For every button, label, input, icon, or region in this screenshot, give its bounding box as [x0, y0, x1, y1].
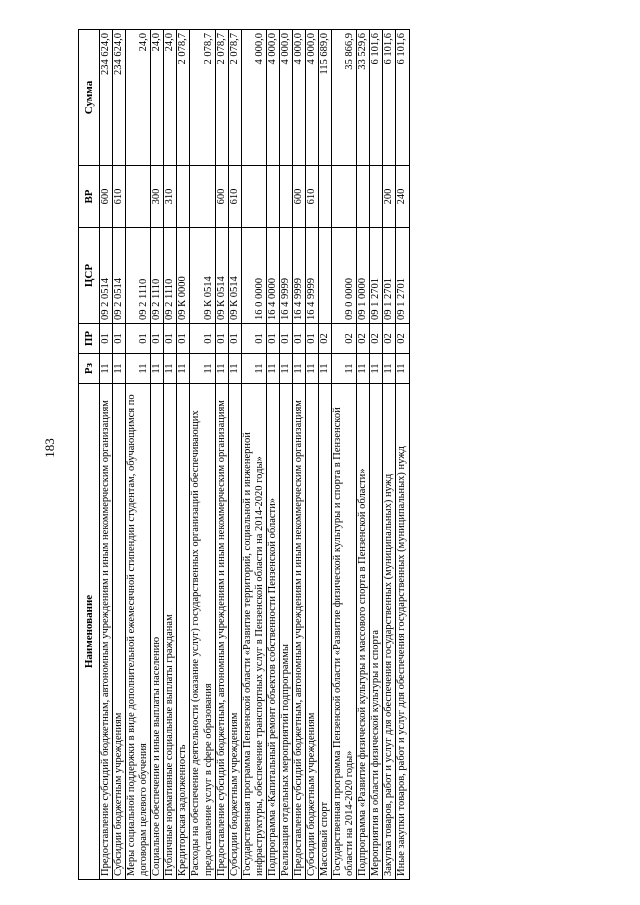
row-pr-cell: 02 [332, 324, 357, 354]
row-sum-cell: 35 866,9 [332, 30, 357, 166]
row-name-cell: Мероприятия в области физической культуры и спорта [370, 384, 383, 880]
row-sum-cell: 2 078,7 [190, 30, 215, 166]
header-vr: ВР [79, 166, 100, 228]
row-csr-cell: 16 4 9999 [306, 228, 319, 324]
row-csr-cell: 16 4 9999 [279, 228, 292, 324]
row-sum-cell: 33 529,6 [357, 30, 370, 166]
table-row [357, 30, 370, 880]
row-vr-cell [126, 166, 151, 228]
row-pr-cell: 02 [370, 324, 383, 354]
table-row [228, 30, 241, 880]
row-vr-cell [357, 166, 370, 228]
row-name-cell: Подпрограмма «Развитие физической культуры и массового спорта в Пензенской области» [357, 384, 370, 880]
row-pr-cell: 01 [100, 324, 113, 354]
table-row [215, 30, 228, 880]
row-vr-cell: 240 [396, 166, 409, 228]
table-row [279, 30, 292, 880]
row-pr-cell: 01 [177, 324, 190, 354]
row-rz-cell: 11 [241, 354, 266, 384]
table-row [151, 30, 164, 880]
row-csr-cell: 16 4 9999 [292, 228, 305, 324]
row-name-cell: Подпрограмма «Капитальный ремонт объектов собственности Пензенской области» [266, 384, 279, 880]
row-csr-cell: 09 1 2701 [370, 228, 383, 324]
row-sum-cell: 6 101,6 [396, 30, 409, 166]
row-name-cell: Расходы на обеспечение деятельности (оказание услуг) государственных организаций обеспечивающих предоставление услуг в сфере образования [190, 384, 215, 880]
row-csr-cell: 09 0 0000 [332, 228, 357, 324]
row-rz-cell: 11 [164, 354, 177, 384]
row-sum-cell: 24,0 [126, 30, 151, 166]
row-rz-cell: 11 [126, 354, 151, 384]
row-name-cell: Предоставление субсидий бюджетным, автономным учреждениям и иным некоммерческим организациям [292, 384, 305, 880]
row-rz-cell: 11 [215, 354, 228, 384]
row-name-cell: Предоставление субсидий бюджетным, автономным учреждениям и иным некоммерческим организациям [100, 384, 113, 880]
row-pr-cell: 01 [151, 324, 164, 354]
row-vr-cell: 600 [100, 166, 113, 228]
row-csr-cell: 09 К 0514 [190, 228, 215, 324]
row-pr-cell: 01 [228, 324, 241, 354]
row-name-cell: Закупка товаров, работ и услуг для обеспечения государственных (муниципальных) нужд [383, 384, 396, 880]
row-pr-cell: 02 [383, 324, 396, 354]
row-sum-cell: 4 000,0 [306, 30, 319, 166]
row-rz-cell: 11 [279, 354, 292, 384]
row-sum-cell: 6 101,6 [370, 30, 383, 166]
row-name-cell: Субсидии бюджетным учреждениям [113, 384, 126, 880]
row-csr-cell: 09 2 0514 [113, 228, 126, 324]
row-name-cell: Субсидии бюджетным учреждениям [306, 384, 319, 880]
table-row [306, 30, 319, 880]
row-vr-cell: 610 [228, 166, 241, 228]
row-rz-cell: 11 [357, 354, 370, 384]
table-row [383, 30, 396, 880]
row-csr-cell [319, 228, 332, 324]
row-pr-cell: 02 [319, 324, 332, 354]
row-vr-cell: 310 [164, 166, 177, 228]
row-rz-cell: 11 [228, 354, 241, 384]
row-rz-cell: 11 [292, 354, 305, 384]
row-sum-cell: 6 101,6 [383, 30, 396, 166]
row-csr-cell: 09 2 1110 [151, 228, 164, 324]
row-vr-cell [241, 166, 266, 228]
row-vr-cell: 600 [292, 166, 305, 228]
row-pr-cell: 01 [113, 324, 126, 354]
table-row [266, 30, 279, 880]
row-rz-cell: 11 [306, 354, 319, 384]
header-rz: Рз [79, 354, 100, 384]
row-vr-cell [319, 166, 332, 228]
row-rz-cell: 11 [383, 354, 396, 384]
row-rz-cell: 11 [396, 354, 409, 384]
row-name-cell: Массовый спорт [319, 384, 332, 880]
row-name-cell: Кредиторская задолженность [177, 384, 190, 880]
row-rz-cell: 11 [100, 354, 113, 384]
row-csr-cell: 09 2 1110 [126, 228, 151, 324]
row-pr-cell: 01 [215, 324, 228, 354]
row-sum-cell: 24,0 [164, 30, 177, 166]
row-name-cell: Меры социальной поддержки в виде дополнительной ежемесячной стипендии студентам, обучающимся по договорам целевого обучения [126, 384, 151, 880]
row-rz-cell: 11 [266, 354, 279, 384]
budget-table [78, 29, 410, 880]
row-name-cell: Публичные нормативные социальные выплаты гражданам [164, 384, 177, 880]
row-sum-cell: 115 689,0 [319, 30, 332, 166]
row-vr-cell: 610 [113, 166, 126, 228]
budget-table-sheet [78, 30, 613, 880]
row-name-cell: Субсидии бюджетным учреждениям [228, 384, 241, 880]
row-sum-cell: 4 000,0 [292, 30, 305, 166]
table-row [319, 30, 332, 880]
row-vr-cell: 610 [306, 166, 319, 228]
row-pr-cell: 01 [266, 324, 279, 354]
table-row [292, 30, 305, 880]
row-sum-cell: 24,0 [151, 30, 164, 166]
header-csr: ЦСР [79, 228, 100, 324]
header-name: Наименование [79, 384, 100, 880]
table-row [113, 30, 126, 880]
row-vr-cell [266, 166, 279, 228]
row-vr-cell: 600 [215, 166, 228, 228]
header-pr: ПР [79, 324, 100, 354]
table-row [332, 30, 357, 880]
row-sum-cell: 4 000,0 [279, 30, 292, 166]
row-rz-cell: 11 [319, 354, 332, 384]
table-row [126, 30, 151, 880]
row-sum-cell: 4 000,0 [241, 30, 266, 166]
row-sum-cell: 2 078,7 [228, 30, 241, 166]
row-name-cell: Государственная программа Пензенской области «Развитие территорий, социальной и инженерной инфраструктуры, обеспечение транспортных услуг в Пензенской области на 2014-2020 годы» [241, 384, 266, 880]
row-vr-cell: 200 [383, 166, 396, 228]
table-row [370, 30, 383, 880]
row-pr-cell: 02 [396, 324, 409, 354]
row-name-cell: Иные закупки товаров, работ и услуг для обеспечения государственных (муниципальных) нужд [396, 384, 409, 880]
row-vr-cell [332, 166, 357, 228]
row-vr-cell [370, 166, 383, 228]
row-name-cell: Реализация отдельных мероприятий подпрограммы [279, 384, 292, 880]
row-csr-cell: 16 4 0000 [266, 228, 279, 324]
row-pr-cell: 01 [306, 324, 319, 354]
row-name-cell: Государственная программа Пензенской области «Развитие физической культуры и спорта в Пензенской области на 2014-2020 годы» [332, 384, 357, 880]
row-name-cell: Предоставление субсидий бюджетным, автономным учреждениям и иным некоммерческим организациям [215, 384, 228, 880]
row-rz-cell: 11 [332, 354, 357, 384]
row-pr-cell: 02 [357, 324, 370, 354]
row-pr-cell: 01 [164, 324, 177, 354]
table-row [241, 30, 266, 880]
row-rz-cell: 11 [151, 354, 164, 384]
table-header-row [79, 30, 100, 880]
row-pr-cell: 01 [241, 324, 266, 354]
table-row [100, 30, 113, 880]
row-csr-cell: 09 2 1110 [164, 228, 177, 324]
row-csr-cell: 09 К 0514 [228, 228, 241, 324]
row-rz-cell: 11 [113, 354, 126, 384]
row-sum-cell: 2 078,7 [215, 30, 228, 166]
row-csr-cell: 09 1 2701 [396, 228, 409, 324]
table-row [164, 30, 177, 880]
row-rz-cell: 11 [190, 354, 215, 384]
row-sum-cell: 4 000,0 [266, 30, 279, 166]
row-pr-cell: 01 [126, 324, 151, 354]
row-rz-cell: 11 [370, 354, 383, 384]
row-csr-cell: 16 0 0000 [241, 228, 266, 324]
row-csr-cell: 09 К 0000 [177, 228, 190, 324]
row-vr-cell [177, 166, 190, 228]
row-vr-cell [190, 166, 215, 228]
header-sum: Сумма [79, 30, 100, 166]
row-csr-cell: 09 1 2701 [383, 228, 396, 324]
row-rz-cell: 11 [177, 354, 190, 384]
row-csr-cell: 09 1 0000 [357, 228, 370, 324]
row-pr-cell: 01 [279, 324, 292, 354]
table-row [177, 30, 190, 880]
row-vr-cell: 300 [151, 166, 164, 228]
row-csr-cell: 09 К 0514 [215, 228, 228, 324]
row-vr-cell [279, 166, 292, 228]
row-pr-cell: 01 [190, 324, 215, 354]
row-name-cell: Социальное обеспечение и иные выплаты населению [151, 384, 164, 880]
row-sum-cell: 2 078,7 [177, 30, 190, 166]
table-row [190, 30, 215, 880]
row-sum-cell: 234 624,0 [100, 30, 113, 166]
page-number: 183 [41, 438, 57, 458]
row-pr-cell: 01 [292, 324, 305, 354]
row-csr-cell: 09 2 0514 [100, 228, 113, 324]
table-row [396, 30, 409, 880]
row-sum-cell: 234 624,0 [113, 30, 126, 166]
